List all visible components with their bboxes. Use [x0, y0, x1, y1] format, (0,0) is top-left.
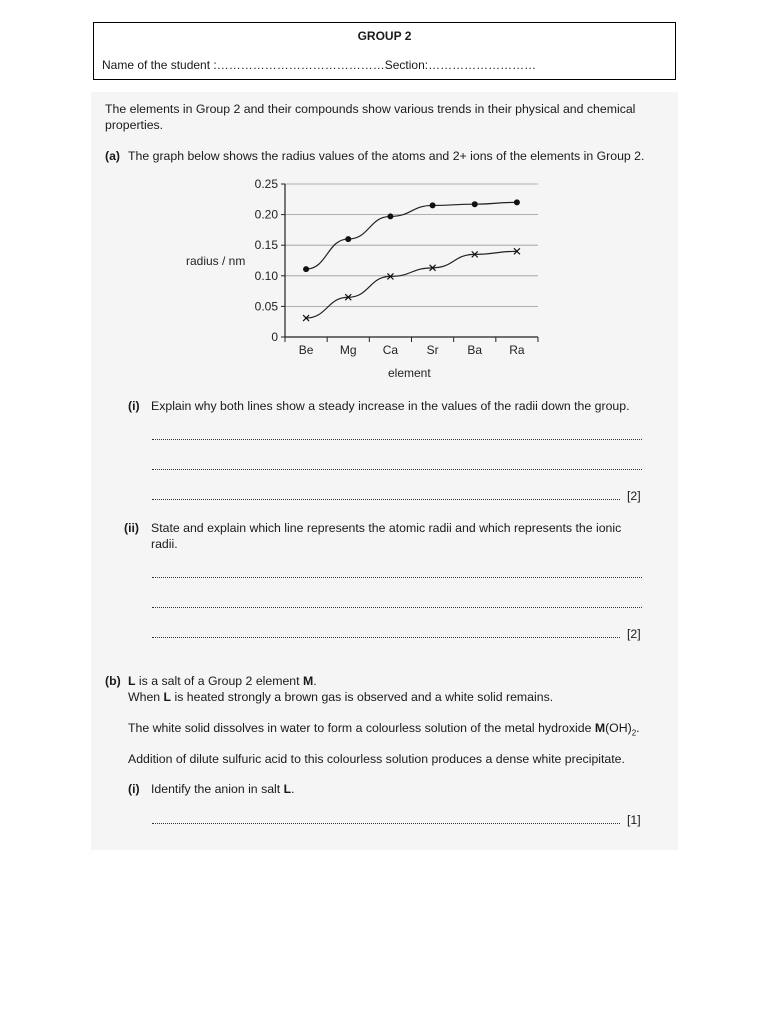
answer-line[interactable]: [152, 439, 642, 440]
y-axis-label: radius / nm: [186, 254, 246, 268]
data-point-dot: [514, 199, 520, 205]
marks-label: [2]: [627, 489, 641, 503]
x-tick-label: Mg: [339, 343, 357, 357]
q-a-i-label: (i): [128, 399, 140, 413]
data-point-dot: [430, 202, 436, 208]
y-tick-label: 0.20: [254, 207, 278, 222]
series-line: [306, 202, 517, 269]
header-box: [93, 22, 676, 80]
marks-label: [2]: [627, 627, 641, 641]
data-point-dot: [387, 213, 393, 219]
answer-line[interactable]: [152, 499, 620, 500]
x-tick-label: Ra: [509, 343, 525, 357]
y-tick-label: 0.10: [254, 268, 278, 283]
answer-line[interactable]: [152, 469, 642, 470]
q-b-i-label: (i): [128, 782, 140, 796]
data-point-dot: [303, 266, 309, 272]
q-a-ii-label: (ii): [124, 521, 140, 535]
part-b-line-1: L is a salt of a Group 2 element M.: [128, 674, 317, 688]
part-a-text: The graph below shows the radius values of the atoms and 2+ ions of the elements in Group 2.: [128, 149, 645, 163]
worksheet-title: GROUP 2: [357, 29, 412, 43]
chart-series: [303, 199, 520, 321]
q-a-i-text: Explain why both lines show a steady increase in the values of the radii down the group.: [151, 399, 630, 413]
radius-chart: [180, 170, 560, 385]
x-tick-label: Ca: [382, 343, 399, 357]
q-b-i-text: Identify the anion in salt L.: [151, 782, 295, 796]
x-axis-label: element: [388, 366, 431, 380]
y-tick-label: 0: [271, 330, 278, 344]
y-tick-label: 0.05: [254, 299, 278, 314]
part-a-label: (a): [105, 149, 121, 163]
x-tick-label: Sr: [426, 343, 439, 357]
intro-line-2: properties.: [105, 118, 164, 132]
data-point-dot: [345, 236, 351, 242]
chart-axes: [255, 177, 538, 357]
part-b-line-2: When L is heated strongly a brown gas is observed and a white solid remains.: [128, 690, 554, 704]
student-name-section-line: Name of the student :……………………………………Section:………………………: [102, 58, 537, 72]
answer-line[interactable]: [152, 823, 620, 824]
q-a-ii-text-1: State and explain which line represents the atomic radii and which represents the ionic: [151, 521, 622, 535]
y-tick-label: 0.15: [254, 238, 278, 253]
marks-label: [1]: [627, 813, 641, 827]
part-b-label: (b): [105, 674, 121, 688]
series-line: [306, 251, 517, 318]
part-b-line-3: The white solid dissolves in water to form a colourless solution of the metal hydroxide $M(OH)_2$.: [128, 721, 640, 738]
x-tick-label: Ba: [467, 343, 483, 357]
intro-line-1: The elements in Group 2 and their compounds show various trends in their physical and chemical: [105, 102, 636, 116]
q-a-ii-text-2: radii.: [151, 537, 178, 551]
y-tick-label: 0.25: [254, 177, 278, 191]
answer-line[interactable]: [152, 607, 642, 608]
part-b-line-4: Addition of dilute sulfuric acid to this colourless solution produces a dense white precipitate.: [128, 752, 625, 766]
answer-line[interactable]: [152, 637, 620, 638]
x-tick-label: Be: [298, 343, 314, 357]
answer-line[interactable]: [152, 577, 642, 578]
data-point-dot: [472, 201, 478, 207]
